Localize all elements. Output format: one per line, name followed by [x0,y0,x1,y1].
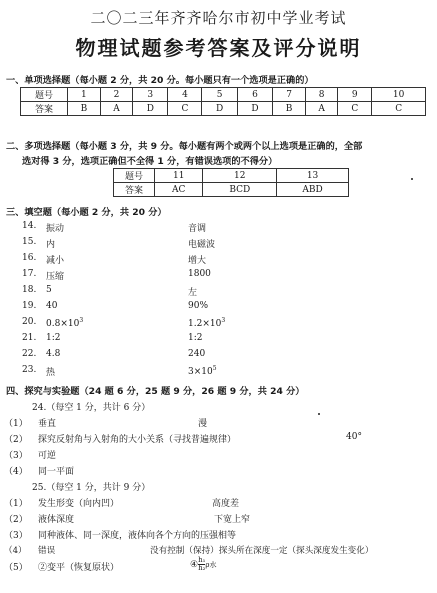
item-number: 16. [22,253,37,263]
answer-b-exponent: 5 [212,365,217,372]
table-cell: B [273,102,306,116]
answer-b [188,365,217,377]
item-number: （4） [4,546,27,556]
section1-heading: 一、单项选择题（每小题 2 分，共 20 分。每小题只有一个选项是正确的） [6,75,314,86]
answer-b: 1800 [188,269,211,279]
answer-a: 5 [46,285,52,295]
table-cell: 3 [133,88,168,102]
answer-a: 探究反射角与入射角的大小关系（寻找普遍规律） [38,435,237,445]
item-number: 22. [22,349,37,359]
answer-b [188,317,225,329]
row-label: 题号 [114,169,155,183]
answer-a: 4.8 [46,349,61,359]
table-cell: 8 [306,88,338,102]
item-number: （4） [4,467,28,477]
document-title: 物理试题参考答案及评分说明 [75,36,362,60]
formula-suffix: ρ水 [205,561,217,569]
fraction-denominator: h₂ [198,564,206,572]
item-number: （3） [4,531,28,541]
table-cell: A [306,102,338,116]
table-cell: 2 [100,88,132,102]
answer-b: 下宽上窄 [214,515,251,525]
answer-b: 没有控制（保持）探头所在深度一定（探头深度发生变化） [150,546,374,556]
answer-b-base: 1.2×10 [188,319,222,329]
item-number: 17. [22,269,37,279]
answer-a: 热 [46,368,56,378]
answer-b-formula [190,557,217,572]
fraction-numerator: h₁ [198,556,206,564]
table-cell: 7 [273,88,306,102]
item-number: 14. [22,221,37,231]
table-cell: 9 [338,88,372,102]
table-row [21,88,426,102]
table-cell: 13 [277,169,349,183]
table-cell: 10 [372,88,426,102]
item-number: 21. [22,333,37,343]
table-cell: C [372,102,426,116]
scan-speck [318,413,320,415]
row-label: 题号 [21,88,68,102]
answer-b: 漫 [198,419,208,429]
answer-a: 同一平面 [38,467,75,477]
item-number: （2） [4,435,28,445]
table-cell: D [133,102,168,116]
answer-a-exponent: 3 [79,317,84,324]
table-cell: 11 [155,169,203,183]
answer-b: 90% [188,301,209,311]
answer-a [46,317,83,329]
section2-heading-line1: 二、多项选择题（每小题 3 分，共 9 分。每小题有两个或两个以上选项是正确的，全部 [6,141,363,152]
section3-heading: 三、填空题（每小题 2 分，共 20 分） [6,207,167,218]
answer-b: 240 [188,349,206,359]
table-cell: 12 [203,169,277,183]
table-cell: 5 [202,88,237,102]
section2-answer-table [113,168,349,197]
table-cell: D [202,102,237,116]
answer-b: 左 [188,288,198,298]
section2-heading-line2: 选对得 3 分，选项正确但不全得 1 分，有错误选项的不得分） [22,156,278,167]
item-number: （5） [4,563,28,573]
answer-b: 40° [346,432,362,442]
formula-prefix: ④ [190,560,199,570]
table-cell: 6 [237,88,272,102]
table-row [114,169,349,183]
item-number: 23. [22,365,37,375]
answer-b: 电磁波 [188,240,216,250]
answer-a: 内 [46,240,56,250]
table-cell: ABD [277,183,349,197]
section1-answer-table [20,87,426,116]
answer-b: 高度差 [212,499,240,509]
answer-a: 减小 [46,256,65,266]
item-number: 18. [22,285,37,295]
table-cell: C [338,102,372,116]
answer-a: 垂直 [38,419,57,429]
answer-a: 发生形变（向内凹） [38,499,120,509]
section4-heading: 四、探究与实验题（24 题 6 分，25 题 9 分，26 题 9 分，共 24 分） [6,386,305,397]
item-number: （1） [4,419,28,429]
answer-a: 同种液体、同一深度，液体向各个方向的压强相等 [38,531,237,541]
question-24-title: 24.（每空 1 分，共计 6 分） [32,403,151,413]
item-number: （1） [4,499,28,509]
row-label: 答案 [21,102,68,116]
answer-a: 40 [46,301,58,311]
answer-a: 压缩 [46,272,65,282]
answer-a-base: 0.8×10 [46,319,80,329]
answer-a: 振动 [46,224,65,234]
exam-title: 二〇二三年齐齐哈尔市初中学业考试 [90,9,347,27]
answer-b-base: 3×10 [188,367,213,377]
answer-a: ②变平（恢复原状） [38,563,120,573]
item-number: 15. [22,237,37,247]
table-row [114,183,349,197]
row-label: 答案 [114,183,155,197]
item-number: （3） [4,451,28,461]
item-number: （2） [4,515,28,525]
item-number: 20. [22,317,37,327]
table-cell: BCD [203,183,277,197]
item-number: 19. [22,301,37,311]
answer-b: 1:2 [188,333,203,343]
answer-a: 液体深度 [38,515,75,525]
scan-speck [411,178,413,180]
table-cell: AC [155,183,203,197]
table-cell: D [237,102,272,116]
answer-b: 增大 [188,256,207,266]
table-cell: 4 [168,88,202,102]
answer-b: 音调 [188,224,207,234]
table-cell: C [168,102,202,116]
table-cell: B [68,102,101,116]
table-cell: 1 [68,88,101,102]
question-25-title: 25.（每空 1 分，共计 9 分） [32,483,151,493]
answer-a: 错误 [38,546,56,556]
answer-b-exponent: 3 [221,317,226,324]
answer-a: 1:2 [46,333,61,343]
table-row [21,102,426,116]
answer-a: 可逆 [38,451,57,461]
table-cell: A [100,102,132,116]
